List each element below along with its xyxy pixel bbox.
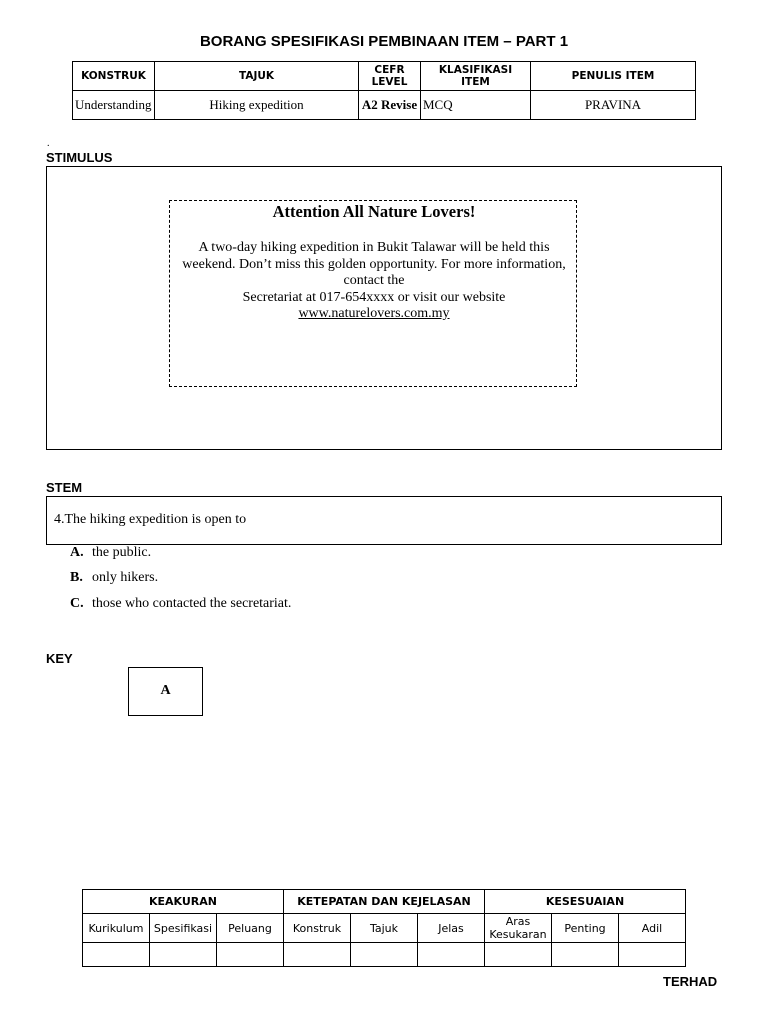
classification-footer: TERHAD (663, 974, 718, 989)
notice-contact: Secretariat at 017-654xxxx or visit our website (242, 289, 506, 305)
value-penulis: PRAVINA (531, 91, 696, 120)
group-ketepatan-kejelasan: KETEPATAN DAN KEJELASAN (284, 890, 485, 914)
header-cefr-line1: CEFR (374, 64, 405, 76)
notice-title: Attention All Nature Lovers! (272, 202, 476, 221)
option-letter: A. (70, 545, 84, 560)
value-tajuk: Hiking expedition (155, 91, 359, 120)
score-cell[interactable] (284, 943, 351, 967)
key-answer: A (160, 683, 171, 698)
criterion-jelas: Jelas (418, 914, 485, 943)
header-penulis: PENULIS ITEM (531, 62, 696, 91)
option-b[interactable] (70, 570, 158, 586)
criterion-penting: Penting (552, 914, 619, 943)
score-cell[interactable] (552, 943, 619, 967)
criterion-tajuk: Tajuk (351, 914, 418, 943)
score-cell[interactable] (150, 943, 217, 967)
header-cefr-level (359, 62, 421, 91)
notice-text: A two-day hiking expedition in Bukit Talawar will be held this weekend. Don’t miss this golden opportunity. For more information, contact the (182, 240, 566, 288)
score-cell[interactable] (418, 943, 485, 967)
notice-body (172, 240, 576, 323)
score-cell[interactable] (217, 943, 284, 967)
option-text: only hikers. (92, 570, 159, 585)
score-cell[interactable] (351, 943, 418, 967)
score-cell[interactable] (485, 943, 552, 967)
criterion-spesifikasi: Spesifikasi (150, 914, 217, 943)
stem-label: STEM (46, 480, 83, 495)
option-a[interactable] (70, 545, 151, 561)
option-text: those who contacted the secretariat. (92, 596, 292, 611)
option-text: the public. (92, 545, 152, 560)
group-kesesuaian: KESESUAIAN (485, 890, 686, 914)
option-letter: B. (70, 570, 83, 585)
criterion-konstruk: Konstruk (284, 914, 351, 943)
criterion-aras-kesukaran: Aras Kesukaran (485, 914, 552, 943)
stray-marker: . (47, 138, 50, 149)
stimulus-label: STIMULUS (46, 150, 113, 165)
header-cefr-line2: LEVEL (371, 76, 408, 88)
value-klasifikasi: MCQ (421, 91, 531, 120)
value-konstruk: Understanding (73, 91, 155, 120)
notice-website-link[interactable]: www.naturelovers.com.my (298, 306, 450, 321)
header-tajuk: TAJUK (155, 62, 359, 91)
header-klasifikasi: KLASIFIKASI ITEM (421, 62, 531, 91)
review-criteria-table (82, 889, 686, 967)
score-cell[interactable] (619, 943, 686, 967)
option-letter: C. (70, 596, 84, 611)
stem-question: 4.The hiking expedition is open to (54, 512, 247, 527)
header-konstruk: KONSTRUK (73, 62, 155, 91)
group-keakuran: KEAKURAN (83, 890, 284, 914)
criterion-kurikulum: Kurikulum (83, 914, 150, 943)
criterion-adil: Adil (619, 914, 686, 943)
item-spec-table (72, 61, 696, 120)
value-cefr: A2 Revise (359, 91, 421, 120)
option-c[interactable] (70, 596, 291, 612)
criterion-peluang: Peluang (217, 914, 284, 943)
score-cell[interactable] (83, 943, 150, 967)
key-label: KEY (46, 651, 73, 666)
document-title: BORANG SPESIFIKASI PEMBINAAN ITEM – PART 1 (199, 33, 569, 50)
